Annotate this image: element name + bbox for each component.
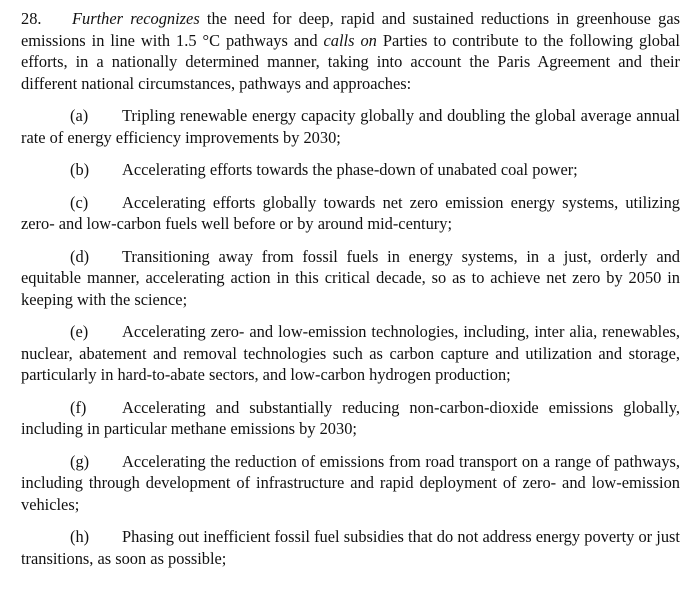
item-text: Accelerating zero- and low-emission technologies, including, inter alia, renewables, nuclear, abatement and removal technologies such as carbon capture and utilization and storage, particularly in hard-to-abate sectors, and low-carbon hydrogen production;	[21, 322, 680, 384]
item-text: Accelerating the reduction of emissions from road transport on a range of pathways, including through development of infrastructure and rapid deployment of zero- and low-emission vehicles;	[21, 451, 680, 514]
item-label: (c)	[70, 192, 89, 212]
paragraph-28	[21, 8, 680, 94]
list-item-b	[21, 159, 680, 181]
item-text: Accelerating efforts globally towards net zero emission energy systems, utilizing zero- and low-carbon fuels well before or by around mid-century;	[21, 192, 680, 233]
item-text: Transitioning away from fossil fuels in energy systems, in a just, orderly and equitable manner, accelerating action in this critical decade, so as to achieve net zero by 2050 in keeping with the science;	[21, 246, 680, 309]
paragraph-text-2: Parties to contribute to the following global efforts, in a nationally determined manner, taking into account the Paris Agreement and their different national circumstances, pathways and approaches:	[21, 30, 680, 93]
item-text: Tripling renewable energy capacity globally and doubling the global average annual rate of energy efficiency improvements by 2030;	[21, 106, 680, 147]
item-label: (d)	[70, 246, 90, 266]
lead-italic-phrase: Further recognizes	[72, 9, 200, 28]
item-label: (b)	[70, 160, 90, 179]
item-label: (e)	[70, 322, 89, 341]
item-label: (h)	[70, 527, 90, 546]
paragraph-text-1: the need for deep, rapid and sustained reductions in greenhouse gas emissions in line with 1.5 °C pathways and	[21, 9, 681, 50]
list-item-c	[21, 192, 680, 235]
list-item-d	[21, 246, 680, 311]
paragraph-number: 28.	[21, 9, 42, 28]
list-item-f	[21, 397, 680, 440]
calls-on-italic-phrase: calls on	[323, 30, 377, 50]
list-item-e	[21, 321, 680, 386]
list-item-g	[21, 451, 680, 516]
item-text: Phasing out inefficient fossil fuel subsidies that do not address energy poverty or just transitions, as soon as possible;	[21, 527, 680, 568]
list-item-h	[21, 526, 680, 569]
item-text: Accelerating efforts towards the phase-down of unabated coal power;	[122, 160, 578, 179]
item-label: (g)	[70, 451, 90, 471]
list-item-a	[21, 105, 680, 148]
item-label: (a)	[70, 106, 89, 125]
item-text: Accelerating and substantially reducing non-carbon-dioxide emissions globally, including in particular methane emissions by 2030;	[21, 397, 680, 438]
item-label: (f)	[70, 397, 87, 417]
